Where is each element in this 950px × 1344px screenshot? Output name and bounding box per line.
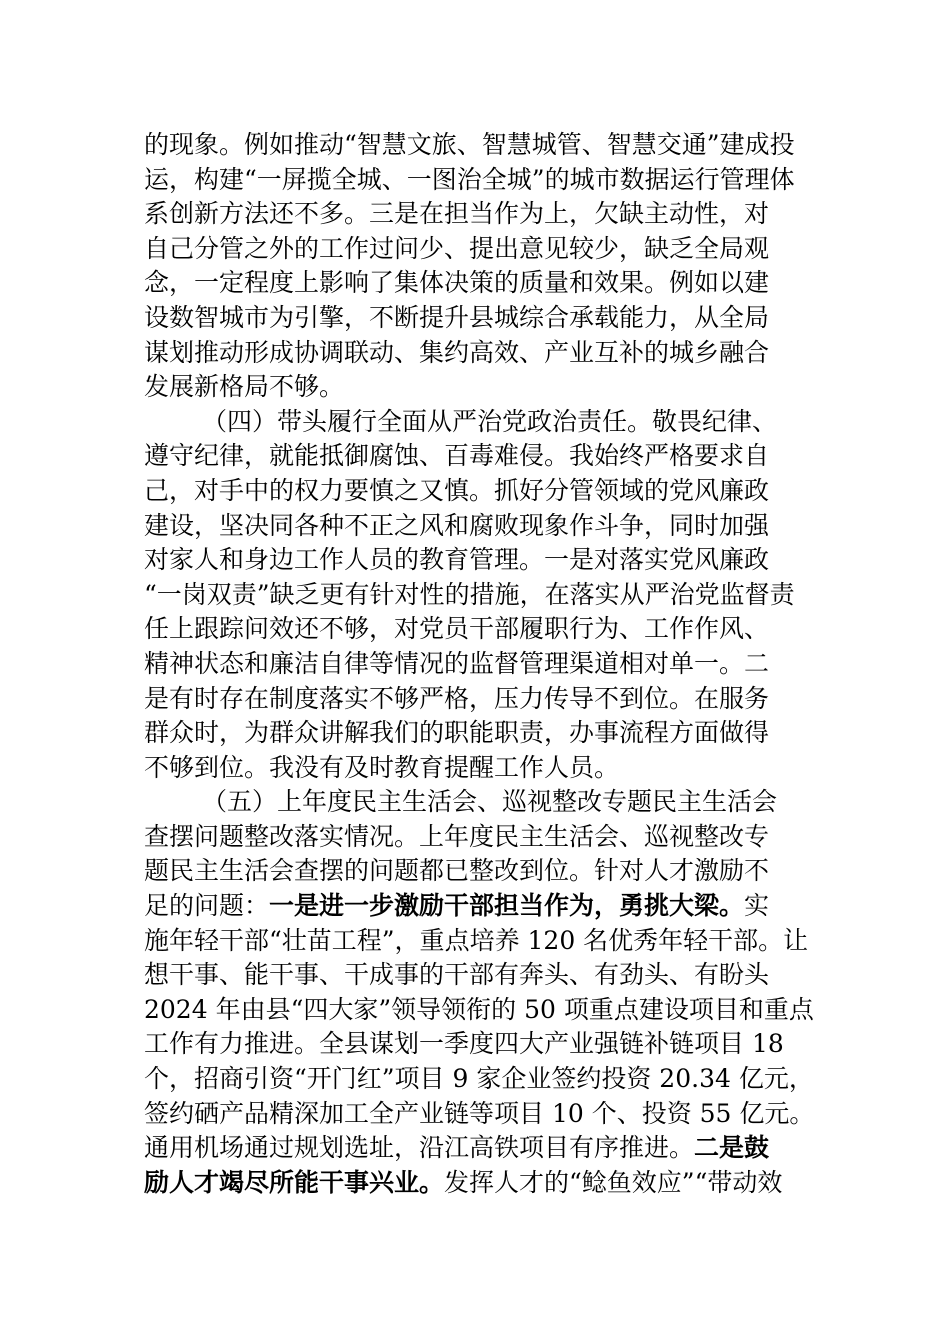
text-run: 施年轻干部“壮苗工程”，重点培养 120 名优秀年轻干部。让 xyxy=(144,925,809,955)
text-run: 发挥人才的“鲶鱼效应”“带动效 xyxy=(444,1167,783,1197)
text-run: 工作有力推进。全县谋划一季度四大产业强链补链项目 18 xyxy=(144,1029,784,1059)
text-run: 运，构建“一屏揽全城、一图治全城”的城市数据运行管理体 xyxy=(144,164,795,194)
text-line xyxy=(144,889,808,924)
text-run: 不够到位。我没有及时教育提醒工作人员。 xyxy=(144,752,620,782)
bold-text-run: 一是进一步激励干部担当作为，勇挑大梁。 xyxy=(269,891,745,921)
text-run: 自己分管之外的工作过问少、提出意见较少，缺乏全局观 xyxy=(144,233,770,263)
text-line xyxy=(144,993,814,1028)
text-run: 发展新格局不够。 xyxy=(144,372,345,402)
text-run: “一岗双责”缺乏更有针对性的措施，在落实从严治党监督责 xyxy=(144,579,795,609)
text-run: 遵守纪律，就能抵御腐蚀、百毒难侵。我始终严格要求自 xyxy=(144,441,770,471)
text-run: 通用机场通过规划选址，沿江高铁项目有序推进。 xyxy=(144,1133,695,1163)
text-line xyxy=(144,1097,815,1132)
text-line xyxy=(144,266,808,301)
text-line xyxy=(144,232,808,267)
text-run: 签约硒产品精深加工全产业链等项目 10 个、投资 55 亿元。 xyxy=(144,1098,815,1128)
text-line xyxy=(144,1062,814,1097)
text-run: 实 xyxy=(744,891,770,921)
text-line xyxy=(144,647,808,682)
text-line xyxy=(144,958,808,993)
text-line xyxy=(144,128,808,163)
text-line xyxy=(144,301,808,336)
text-line xyxy=(144,1166,808,1201)
text-run: 系创新方法还不多。三是在担当作为上，欠缺主动性，对 xyxy=(144,199,770,229)
text-run: 足的问题： xyxy=(144,891,270,921)
text-line xyxy=(144,716,808,751)
text-line xyxy=(144,1131,808,1166)
text-run: 想干事、能干事、干成事的干部有奔头、有劲头、有盼头 xyxy=(144,960,770,990)
text-run: 是有时存在制度落实不够严格，压力传导不到位。在服务 xyxy=(144,683,770,713)
text-line xyxy=(144,336,808,371)
text-run: 对家人和身边工作人员的教育管理。一是对落实党风廉政 xyxy=(144,545,770,575)
body-text xyxy=(144,128,815,1200)
text-line xyxy=(144,612,808,647)
text-line xyxy=(144,197,808,232)
text-line xyxy=(144,370,808,405)
text-run: 设数智城市为引擎，不断提升县城综合承载能力，从全局 xyxy=(144,302,770,332)
text-run: （四）带头履行全面从严治党政治责任。敬畏纪律、 xyxy=(202,406,778,436)
text-run: 2024 年由县“四大家”领导领衔的 50 项重点建设项目和重点 xyxy=(144,994,814,1024)
section-heading-4 xyxy=(144,405,808,440)
text-line xyxy=(144,1027,808,1062)
text-run: （五）上年度民主生活会、巡视整改专题民主生活会 xyxy=(202,787,778,817)
text-run: 个，招商引资“开门红”项目 9 家企业签约投资 20.34 亿元， xyxy=(144,1064,814,1094)
text-run: 精神状态和廉洁自律等情况的监督管理渠道相对单一。二 xyxy=(144,648,770,678)
bold-text-run: 二是鼓 xyxy=(694,1133,770,1163)
bold-text-run: 励人才竭尽所能干事兴业。 xyxy=(144,1167,445,1197)
section-heading-5 xyxy=(144,785,808,820)
text-run: 己，对手中的权力要慎之又慎。抓好分管领域的党风廉政 xyxy=(144,475,770,505)
text-line xyxy=(144,474,808,509)
text-run: 群众时，为群众讲解我们的职能职责，办事流程方面做得 xyxy=(144,718,770,748)
text-run: 查摆问题整改落实情况。上年度民主生活会、巡视整改专 xyxy=(144,821,770,851)
text-line xyxy=(144,439,808,474)
text-line xyxy=(144,924,808,959)
text-line xyxy=(144,509,808,544)
text-run: 念，一定程度上影响了集体决策的质量和效果。例如以建 xyxy=(144,268,770,298)
text-line xyxy=(144,578,808,613)
text-line xyxy=(144,820,808,855)
text-line xyxy=(144,543,808,578)
text-run: 任上跟踪问效还不够，对党员干部履职行为、工作作风、 xyxy=(144,614,770,644)
text-run: 题民主生活会查摆的问题都已整改到位。针对人才激励不 xyxy=(144,856,770,886)
text-run: 谋划推动形成协调联动、集约高效、产业互补的城乡融合 xyxy=(144,337,770,367)
text-line xyxy=(144,751,808,786)
text-run: 的现象。例如推动“智慧文旅、智慧城管、智慧交通”建成投 xyxy=(144,130,795,159)
text-line xyxy=(144,854,808,889)
text-line xyxy=(144,682,808,717)
text-line xyxy=(144,163,808,198)
text-run: 建设，坚决同各种不正之风和腐败现象作斗争，同时加强 xyxy=(144,510,770,540)
